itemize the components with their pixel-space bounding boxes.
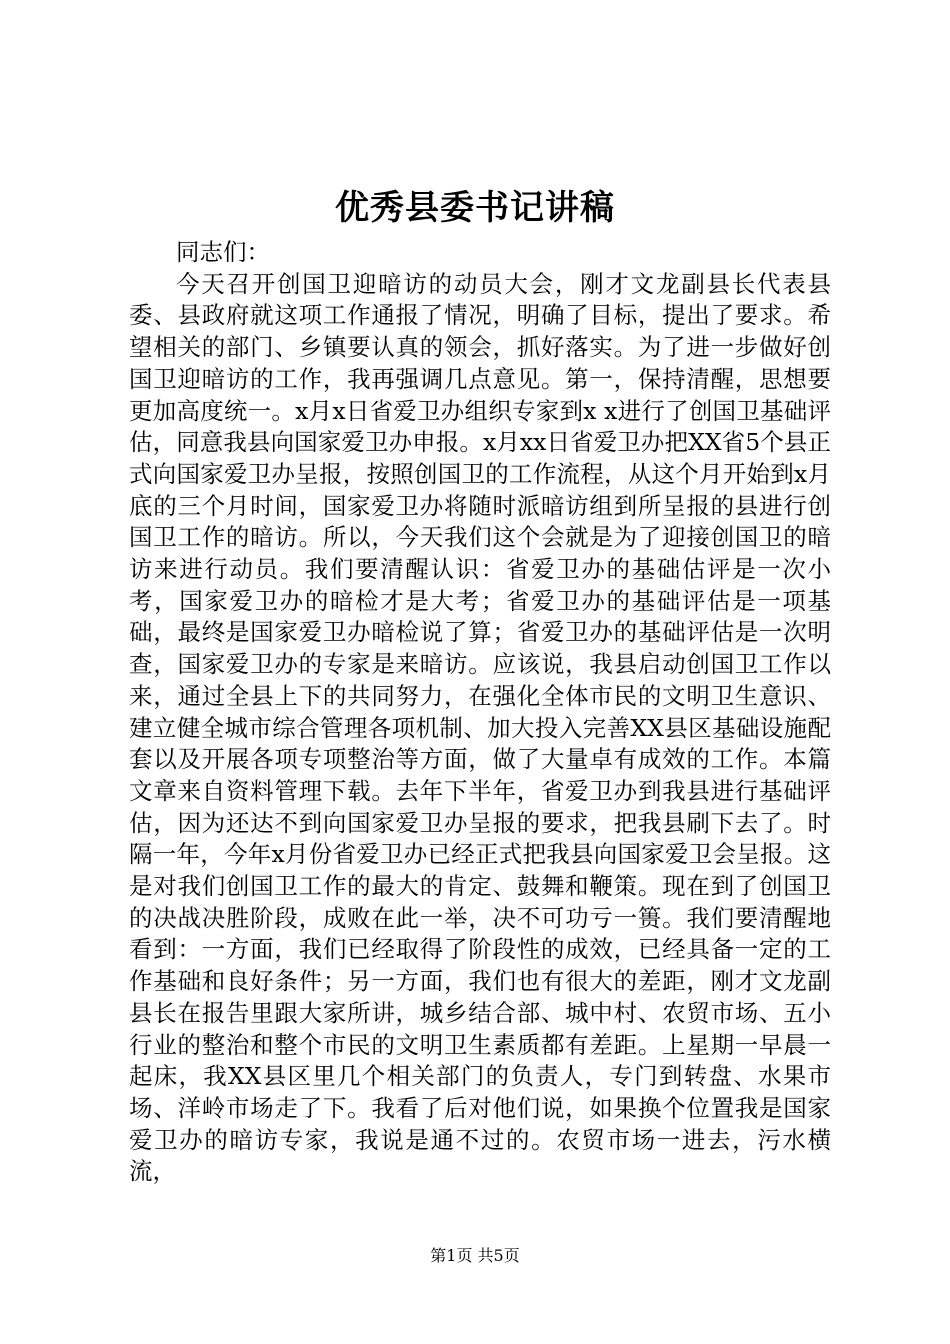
- page-footer: 第1页 共5页: [430, 1246, 520, 1265]
- salutation: 同志们：: [176, 238, 270, 266]
- document-body: [129, 237, 831, 1188]
- document-title: 优秀县委书记讲稿: [335, 188, 615, 228]
- body-paragraph: 今天召开创国卫迎暗访的动员大会，刚才文龙副县长代表县委、县政府就这项工作通报了情况，明确了目标，提出了要求。希望相关的部门、乡镇要认真的领会，抓好落实。为了进一步做好创国卫迎暗访的工作，我再强调几点意见。第一，保持清醒，思想要更加高度统一。x月x日省爱卫办组织专家到x x进行了创国卫基础评估，同意我县向国家爱卫办申报。x月xx日省爱卫办把XX省5个县正式向国家爱卫办呈报，按照创国卫的工作流程，从这个月开始到x月底的三个月时间，国家爱卫办将随时派暗访组到所呈报的县进行创国卫工作的暗访。所以，今天我们这个会就是为了迎接创国卫的暗访来进行动员。我们要清醒认识：省爱卫办的基础估评是一次小考，国家爱卫办的暗检才是大考；省爱卫办的基础评估是一项基础，最终是国家爱卫办暗检说了算；省爱卫办的基础评估是一次明查，国家爱卫办的专家是来暗访。应该说，我县启动创国卫工作以来，通过全县上下的共同努力，在强化全体市民的文明卫生意识、建立健全城市综合管理各项机制、加大投入完善XX县区基础设施配套以及开展各项专项整治等方面，做了大量卓有成效的工作。本篇文章来自资料管理下载。去年下半年，省爱卫办到我县进行基础评估，因为还达不到向国家爱卫办呈报的要求，把我县刷下去了。时隔一年，今年x月份省爱卫办已经正式把我县向国家爱卫会呈报。这是对我们创国卫工作的最大的肯定、鼓舞和鞭策。现在到了创国卫的决战决胜阶段，成败在此一举，决不可功亏一篑。我们要清醒地看到：一方面，我们已经取得了阶段性的成效，已经具备一定的工作基础和良好条件；另一方面，我们也有很大的差距，刚才文龙副县长在报告里跟大家所讲，城乡结合部、城中村、农贸市场、五小行业的整治和整个市民的文明卫生素质都有差距。上星期一早晨一起床，我XX县区里几个相关部门的负责人，专门到转盘、水果市场、洋岭市场走了下。我看了后对他们说，如果换个位置我是国家爱卫办的暗访专家，我说是通不过的。农贸市场一进去，污水横流，: [129, 269, 831, 1186]
